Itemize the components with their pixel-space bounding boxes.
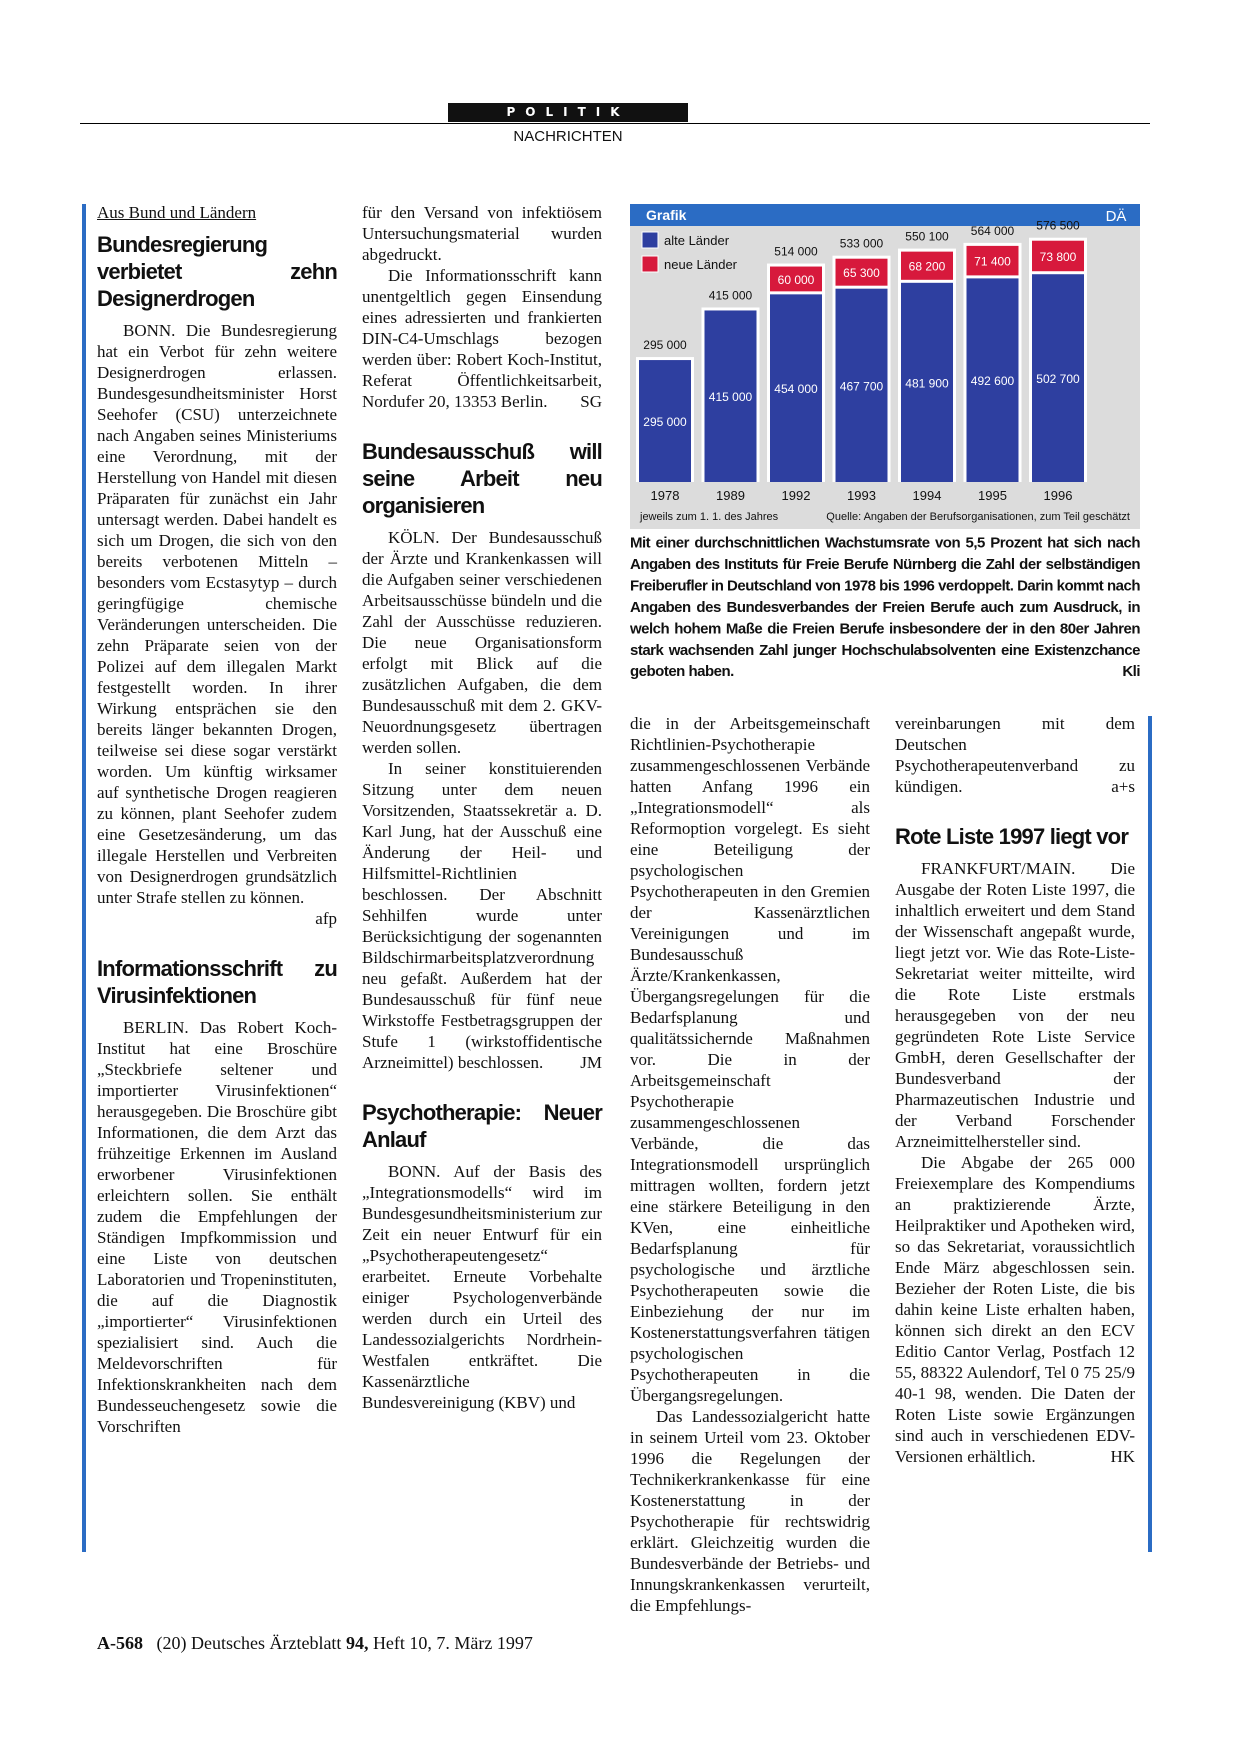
article-virusinfektionen-body: BERLIN. Das Robert Koch-Institut hat eine Broschüre „Steckbriefe seltener und importierter Virusinfektionen“ herausgegeben. Die Broschüre gibt Informationen, die dem Arzt das frühzeitige Erkennen im Ausland erworbener Virusinfektionen erleichtern sollen. Sie enthält zudem die Empfehlungen der Ständigen Impfkommission und eine Liste von deutschen Laboratorien und Tropeninstituten, die auf die Diagnostik „importierter“ Virusinfektionen spezialisiert sind. Auch die Meldevorschriften für Infektionskrankheiten nach dem Bundesseuchengesetz sowie die Vorschriften [97,1018,337,1436]
bar-total-label: 514 000 [774,244,818,259]
headline-designerdrogen: Bundesregierung verbietet zehn Designerdrogen [97,232,337,311]
chart-legend [642,232,738,272]
article-virusinfektionen-cont: für den Versand von infektiösem Untersuchungsmaterial wurden abgedruckt. [362,203,602,264]
bar-value-label: 60 000 [777,272,815,287]
column-3 [630,713,870,1616]
author-signature: afp [315,909,337,928]
bar-value-label: 467 700 [839,379,884,394]
headline-bundesausschuss: Bundesausschuß will seine Arbeit neu organisieren [362,439,602,518]
bar-value-label: 295 000 [643,415,687,430]
page-number: A-568 [97,1633,143,1653]
bar-total-label: 564 000 [970,223,1015,238]
author-signature: Kli [1122,663,1140,681]
x-tick-label: 1996 [1043,488,1073,503]
left-accent-bar [82,204,86,1552]
bar-value-label: 481 900 [905,376,949,391]
header-rule [80,123,1150,124]
bar-value-label: 454 000 [774,382,818,397]
article-designerdrogen-body: BONN. Die Bundesregierung hat ein Verbot für zehn weitere Designerdrogen erlassen. Bundesgesundheitsminister Horst Seehofer (CSU) unterzeichnete nach Angaben seines Ministeriums eine Verordnung, mit der Herstellung von Handel mit diesen Präparaten für zunächst ein Jahr untersagt werden. Dabei handelt es sich um Drogen, die sich von den bereits verbotenen Mitteln – besonders vom Ecstasytyp – durch geringfügige chemische Veränderungen unterscheiden. Die zehn Präparate seien von der Polizei auf dem illegalen Markt festgestellt worden. In ihrer Wirkung entsprächen sie den bereits länger bekannten Drogen, teilweise sei diese sogar verstärkt worden. Um künftig wirksamer auf synthetische Drogen reagieren zu können, plant Seehofer zudem eine Gesetzesänderung, um das illegale Herstellen und Verbreiten von Designerdrogen grundsätzlich unter Strafe stellen zu können. afp [97,321,337,928]
bar-value-label: 68 200 [908,259,946,274]
footer-citation: (20) Deutsches Ärzteblatt [156,1633,342,1653]
article-bundesausschuss-body: KÖLN. Der Bundesausschuß der Ärzte und Krankenkassen will die Aufgaben seiner verschiedenen Arbeitsausschüsse bündeln und die Zahl der Ausschüsse reduzieren. Die neue Organisationsform erfolgt mit Blick auf die zusätzlichen Aufgaben, die dem Bundesausschuß mit dem 2. GKV-Neuordnungsgesetz übertragen werden sollen. [362,528,602,757]
author-signature: JM [580,1053,602,1072]
footer-issue: Heft 10, 7. März 1997 [372,1633,533,1653]
article-psychotherapie-body-2: Das Landessozialgericht hatte in seinem Urteil vom 23. Oktober 1996 die Regelungen der Technikerkrankenkasse für eine Kostenerstattung in der Psychotherapie für rechtswidrig erklärt. Gleichzeitig wurden die Bundesverbände der Betriebs- und Innungskrankenkassen verurteilt, die Empfehlungs- [630,1407,870,1615]
x-tick-label: 1995 [978,488,1007,503]
kicker: Aus Bund und Ländern [97,203,257,222]
bar-value-label: 65 300 [843,266,880,281]
article-rote-liste-body: FRANKFURT/MAIN. Die Ausgabe der Roten Liste 1997, die inhaltlich erweitert und dem Stand der Wissenschaft angepaßt wurde, liegt jetzt vor. Wie das Rote-Liste-Sekretariat weiter mitteilte, wird die Rote Liste erstmals herausgegeben von der neu gegründeten Rote Liste Service GmbH, deren Gesellschafter der Bundesverband der Pharmazeutischen Industrie und der Verband Forschender Arzneimittelhersteller sind. [895,859,1135,1151]
bar-total-label: 576 500 [1036,218,1080,233]
bar-value-label: 71 400 [974,254,1011,269]
headline-virusinfektionen: Informationsschrift zu Virusinfektionen [97,956,337,1008]
legend-label: neue Länder [664,257,738,272]
column-4 [895,713,1135,1467]
bar-total-label: 295 000 [643,338,687,353]
bar-chart [630,204,1140,529]
x-tick-label: 1994 [912,488,942,503]
subsection-label: NACHRICHTEN [513,128,623,145]
x-tick-label: 1978 [650,488,680,503]
chart-title: Grafik [646,207,687,223]
author-signature: HK [1110,1447,1135,1466]
legend-swatch [642,256,658,272]
author-signature: a+s [1111,777,1135,796]
section-label: POLITIK [448,103,688,122]
bar-total-label: 415 000 [708,288,753,303]
column-2 [362,202,602,1413]
chart-logo: DÄ [1105,208,1127,225]
chart-footnote-right: Quelle: Angaben der Berufsorganisationen, zum Teil geschätzt [826,511,1130,523]
column-1 [97,202,337,1437]
legend-label: alte Länder [664,233,730,248]
article-virusinfektionen-body-2: Die Informationsschrift kann unentgeltlich gegen Einsendung eines adressierten und frankierten DIN-C4-Umschlags bezogen werden über: Robert Koch-Institut, Referat Öffentlichkeitsarbeit, Nordufer 20, 13353 Berlin. SG [362,266,602,411]
x-tick-label: 1992 [781,488,811,503]
bar-value-label: 502 700 [1036,372,1080,387]
article-psychotherapie-cont: die in der Arbeitsgemeinschaft Richtlinien-Psychotherapie zusammengeschlossenen Verbände hatten Anfang 1996 ein „Integrationsmodell“ als Reformoption vorgelegt. Es sieht eine Beteiligung der psychologischen Psychotherapeuten in den Gremien der Kassenärztlichen Vereinigungen und im Bundesausschuß Ärzte/Krankenkassen, Übergangsregelungen für die Bedarfsplanung und qualitätssichernde Maßnahmen vor. Die in der Arbeitsgemeinschaft Psychotherapie zusammengeschlossenen Verbände, die das Integrationsmodell ursprünglich mittragen wollten, fordern jetzt eine stärkere Beteiligung in den KVen, eine einheitliche Bedarfsplanung für psychologische und ärztliche Psychotherapeuten sowie die Einbeziehung der nur im Kostenerstattungsverfahren tätigen psychologischen Psychotherapeuten in die Übergangsregelungen. [630,714,870,1405]
article-psychotherapie-body: BONN. Auf der Basis des „Integrationsmodells“ wird im Bundesgesundheitsministerium zur Zeit ein neuer Entwurf für ein „Psychotherapeutengesetz“ erarbeitet. Erneute Vorbehalte einiger Psychologenverbände werden durch ein Urteil des Landessozialgerichts Nordrhein-Westfalen entkräftet. Die Kassenärztliche Bundesvereinigung (KBV) und [362,1162,602,1412]
article-bundesausschuss-body-2: In seiner konstituierenden Sitzung unter dem neuen Vorsitzenden, Staatssekretär a. D. Karl Jung, hat der Ausschuß eine Änderung der Heil- und Hilfsmittel-Richtlinien beschlossen. Der Abschnitt Sehhilfen wurde unter Berücksichtigung der sogenannten Bildschirmarbeitsplatzverordnung neu gefaßt. Außerdem hat der Bundesausschuß für fünf neue Wirkstoffe Festbetragsgruppen der Stufe 1 (wirkstoffidentische Arzneimittel) beschlossen. JM [362,759,602,1072]
bar-value-label: 415 000 [708,390,753,405]
bar-total-label: 550 100 [905,229,949,244]
right-accent-bar [1148,716,1152,1552]
article-rote-liste-body-2: Die Abgabe der 265 000 Freiexemplare des Kompendiums an praktizierende Ärzte, Heilpraktiker und Apotheken wird, so das Sekretariat, voraussichtlich Ende März abgeschlossen sein. Bezieher der Roten Liste, die bis dahin keine Liste erhalten haben, können sich direkt an den ECV Editio Cantor Verlag, Postfach 12 55, 88322 Aulendorf, Tel 0 75 25/9 40-1 98, wenden. Die Daten der Roten Liste sowie Ergänzungen sind auch in verschiedenen EDV-Versionen erhältlich. HK [895,1153,1135,1466]
chart-footnote-left: jeweils zum 1. 1. des Jahres [640,511,779,523]
article-psychotherapie-cont-2: vereinbarungen mit dem Deutschen Psychotherapeutenverband zu kündigen. a+s [895,714,1135,796]
legend-swatch [642,232,658,248]
footer-volume: 94, [345,1633,369,1653]
chart-caption: Mit einer durchschnittlichen Wachstumsrate von 5,5 Prozent hat sich nach Angaben des Instituts für Freie Berufe Nürnberg die Zahl der selbständigen Freiberufler in Deutschland von 1978 bis 1996 verdoppelt. Darin kommt nach Angaben des Bundesverbandes der Freien Berufe auch zum Ausdruck, in welch hohem Maße die Freien Berufe insbesondere der in den 80er Jahren stark wachsenden Zahl junger Hochschulabsolventen eine Existenzchance geboten haben. Kli [630,533,1140,683]
bar-total-label: 533 000 [839,236,884,251]
headline-psychotherapie: Psychotherapie: Neuer Anlauf [362,1100,602,1152]
bar-value-label: 73 800 [1039,249,1077,264]
bar-value-label: 492 600 [970,374,1015,389]
headline-rote-liste: Rote Liste 1997 liegt vor [895,824,1129,849]
author-signature: SG [580,392,602,411]
x-tick-label: 1989 [716,488,745,503]
page-footer [97,1633,533,1654]
x-tick-label: 1993 [847,488,876,503]
